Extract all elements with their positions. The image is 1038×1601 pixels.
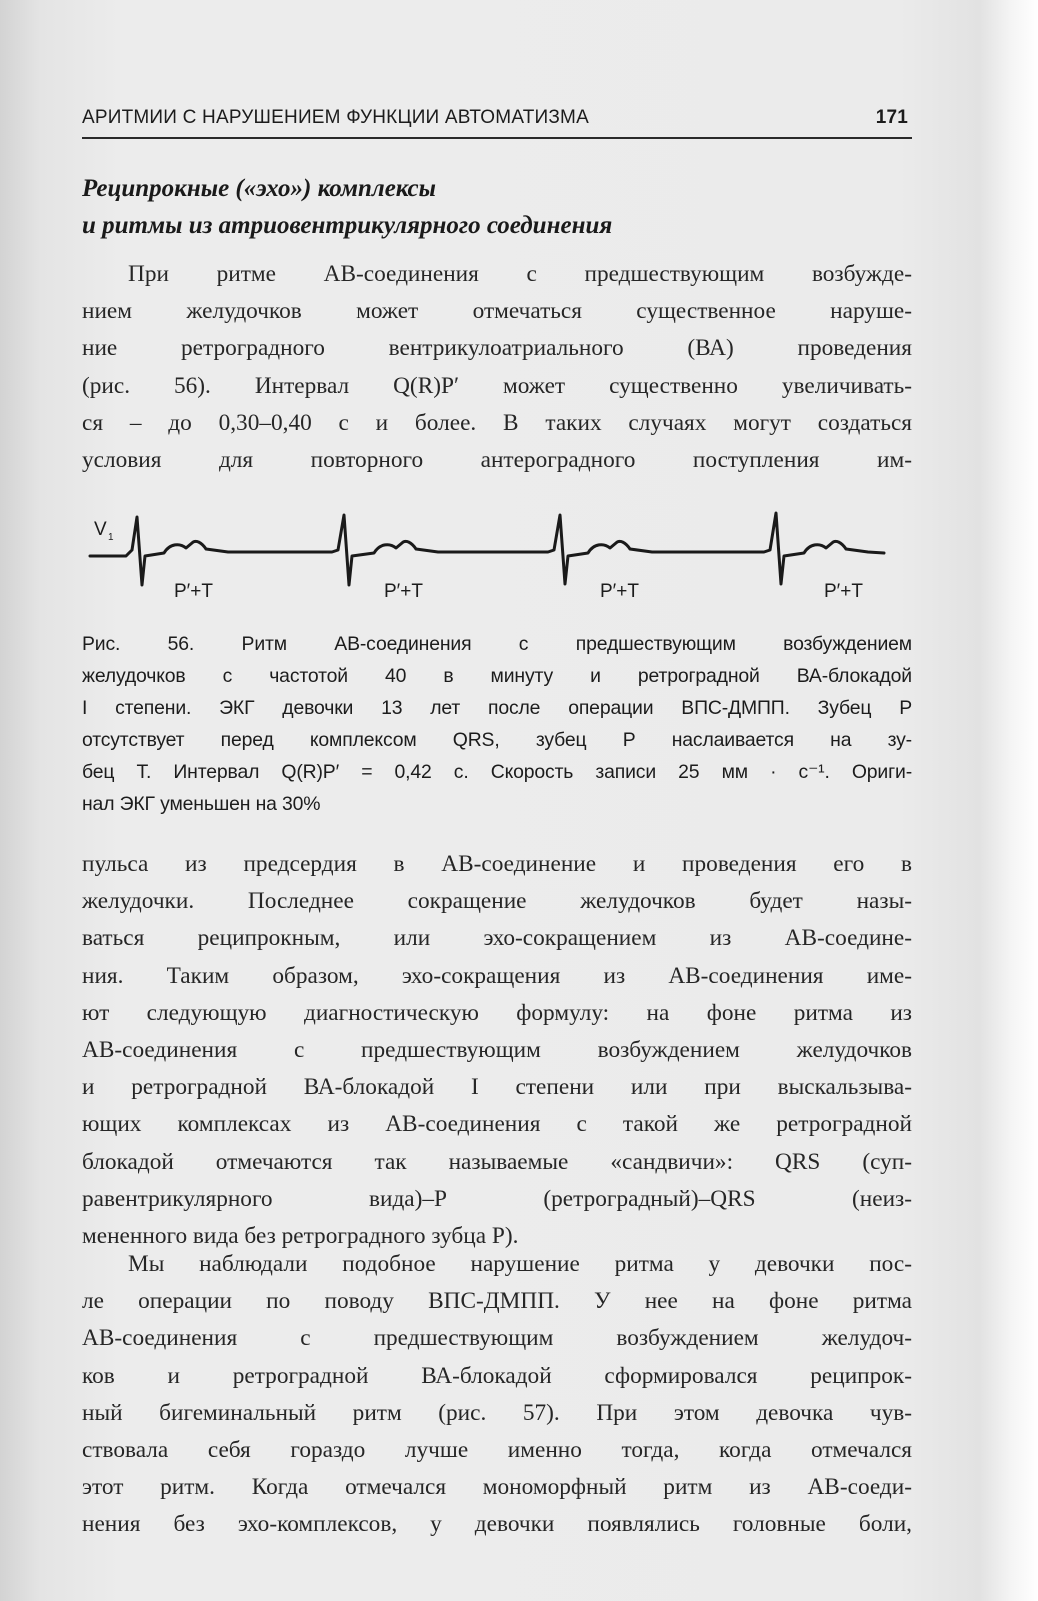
ecg-trace [90,513,884,585]
caption-line: желудочков с частотой 40 в минуту и ретроградной ВА-блокадой [82,665,912,687]
paragraph-1 [82,256,912,479]
ecg-wave-label: P′+T [824,581,863,602]
section-heading-line: Реципрокные («эхо») комплексы [82,175,436,202]
ecg-figure [82,505,912,615]
text-line: желудочки. Последнее сокращение желудочков будет назы- [82,888,912,915]
text-line: АВ-соединения с предшествующим возбуждением желудочков [82,1037,912,1064]
text-line: ствовала себя гораздо лучше именно тогда, когда отмечался [82,1437,912,1464]
paragraph-2 [82,846,912,1255]
text-line: ся – до 0,30–0,40 с и более. В таких случаях могут создаться [82,409,912,436]
ecg-wave-label: P′+T [600,581,639,602]
text-line: ный бигеминальный ритм (рис. 57). При этом девочка чув- [82,1399,912,1426]
text-line: этот ритм. Когда отмечался мономорфный ритм из АВ-соеди- [82,1474,912,1501]
section-heading-line: и ритмы из атриовентрикулярного соединения [82,212,613,239]
text-line: ваться реципрокным, или эхо-сокращением из АВ-соедине- [82,925,912,952]
text-line: АВ-соединения с предшествующим возбуждением желудоч- [82,1325,912,1352]
text-line: и ретроградной ВА-блокадой I степени или при выскальзыва- [82,1074,912,1101]
text-line: ющих комплексах из АВ-соединения с такой же ретроградной [82,1111,912,1138]
text-line: ют следующую диагностическую формулу: на фоне ритма из [82,999,912,1026]
caption-line: Рис. 56. Ритм АВ-соединения с предшествующим возбуждением [82,633,912,655]
text-line: нием желудочков может отмечаться существенное наруше- [82,298,912,325]
text-line: Мы наблюдали подобное нарушение ритма у девочки пос- [128,1251,912,1277]
section-heading [82,170,912,244]
figure-caption [82,628,912,820]
text-line: ния. Таким образом, эхо-сокращения из АВ-соединения име- [82,962,912,989]
caption-line: бец Т. Интервал Q(R)P′ = 0,42 с. Скорость записи 25 мм · с⁻¹. Ориги- [82,761,912,783]
text-line: пульса из предсердия в АВ-соединение и проведения его в [82,851,912,877]
text-line: блокадой отмечаются так называемые «сандвичи»: QRS (суп- [82,1148,912,1175]
page-header [82,103,912,139]
page-number: 171 [875,107,908,128]
text-line: ков и ретроградной ВА-блокадой сформировался реципрок- [82,1362,912,1389]
ecg-lead-label: V [94,519,107,540]
caption-line: отсутствует перед комплексом QRS, зубец Р наслаивается на зу- [82,729,912,751]
ecg-wave-label: P′+T [384,581,423,602]
text-line: условия для повторного антероградного поступления им- [82,447,912,474]
ecg-wave-label: P′+T [174,581,213,602]
text-line: ле операции по поводу ВПС-ДМПП. У нее на фоне ритма [82,1288,912,1315]
ecg-lead-subscript: 1 [108,532,114,543]
text-line: (рис. 56). Интервал Q(R)P′ может существенно увеличивать- [82,372,912,399]
paragraph-3 [82,1246,912,1544]
text-line: равентрикулярного вида)–Р (ретроградный)–QRS (неиз- [82,1185,912,1212]
caption-line: I степени. ЭКГ девочки 13 лет после операции ВПС-ДМПП. Зубец Р [82,697,912,719]
running-head: АРИТМИИ С НАРУШЕНИЕМ ФУНКЦИИ АВТОМАТИЗМА [82,107,589,128]
caption-line: нал ЭКГ уменьшен на 30% [82,793,321,815]
text-line: мененного вида без ретроградного зубца Р). [82,1223,519,1250]
text-line: нения без эхо-комплексов, у девочки появлялись головные боли, [82,1511,912,1538]
text-line: При ритме АВ-соединения с предшествующим возбужде- [128,261,912,287]
text-line: ние ретроградного вентрикулоатриального (ВА) проведения [82,335,912,362]
